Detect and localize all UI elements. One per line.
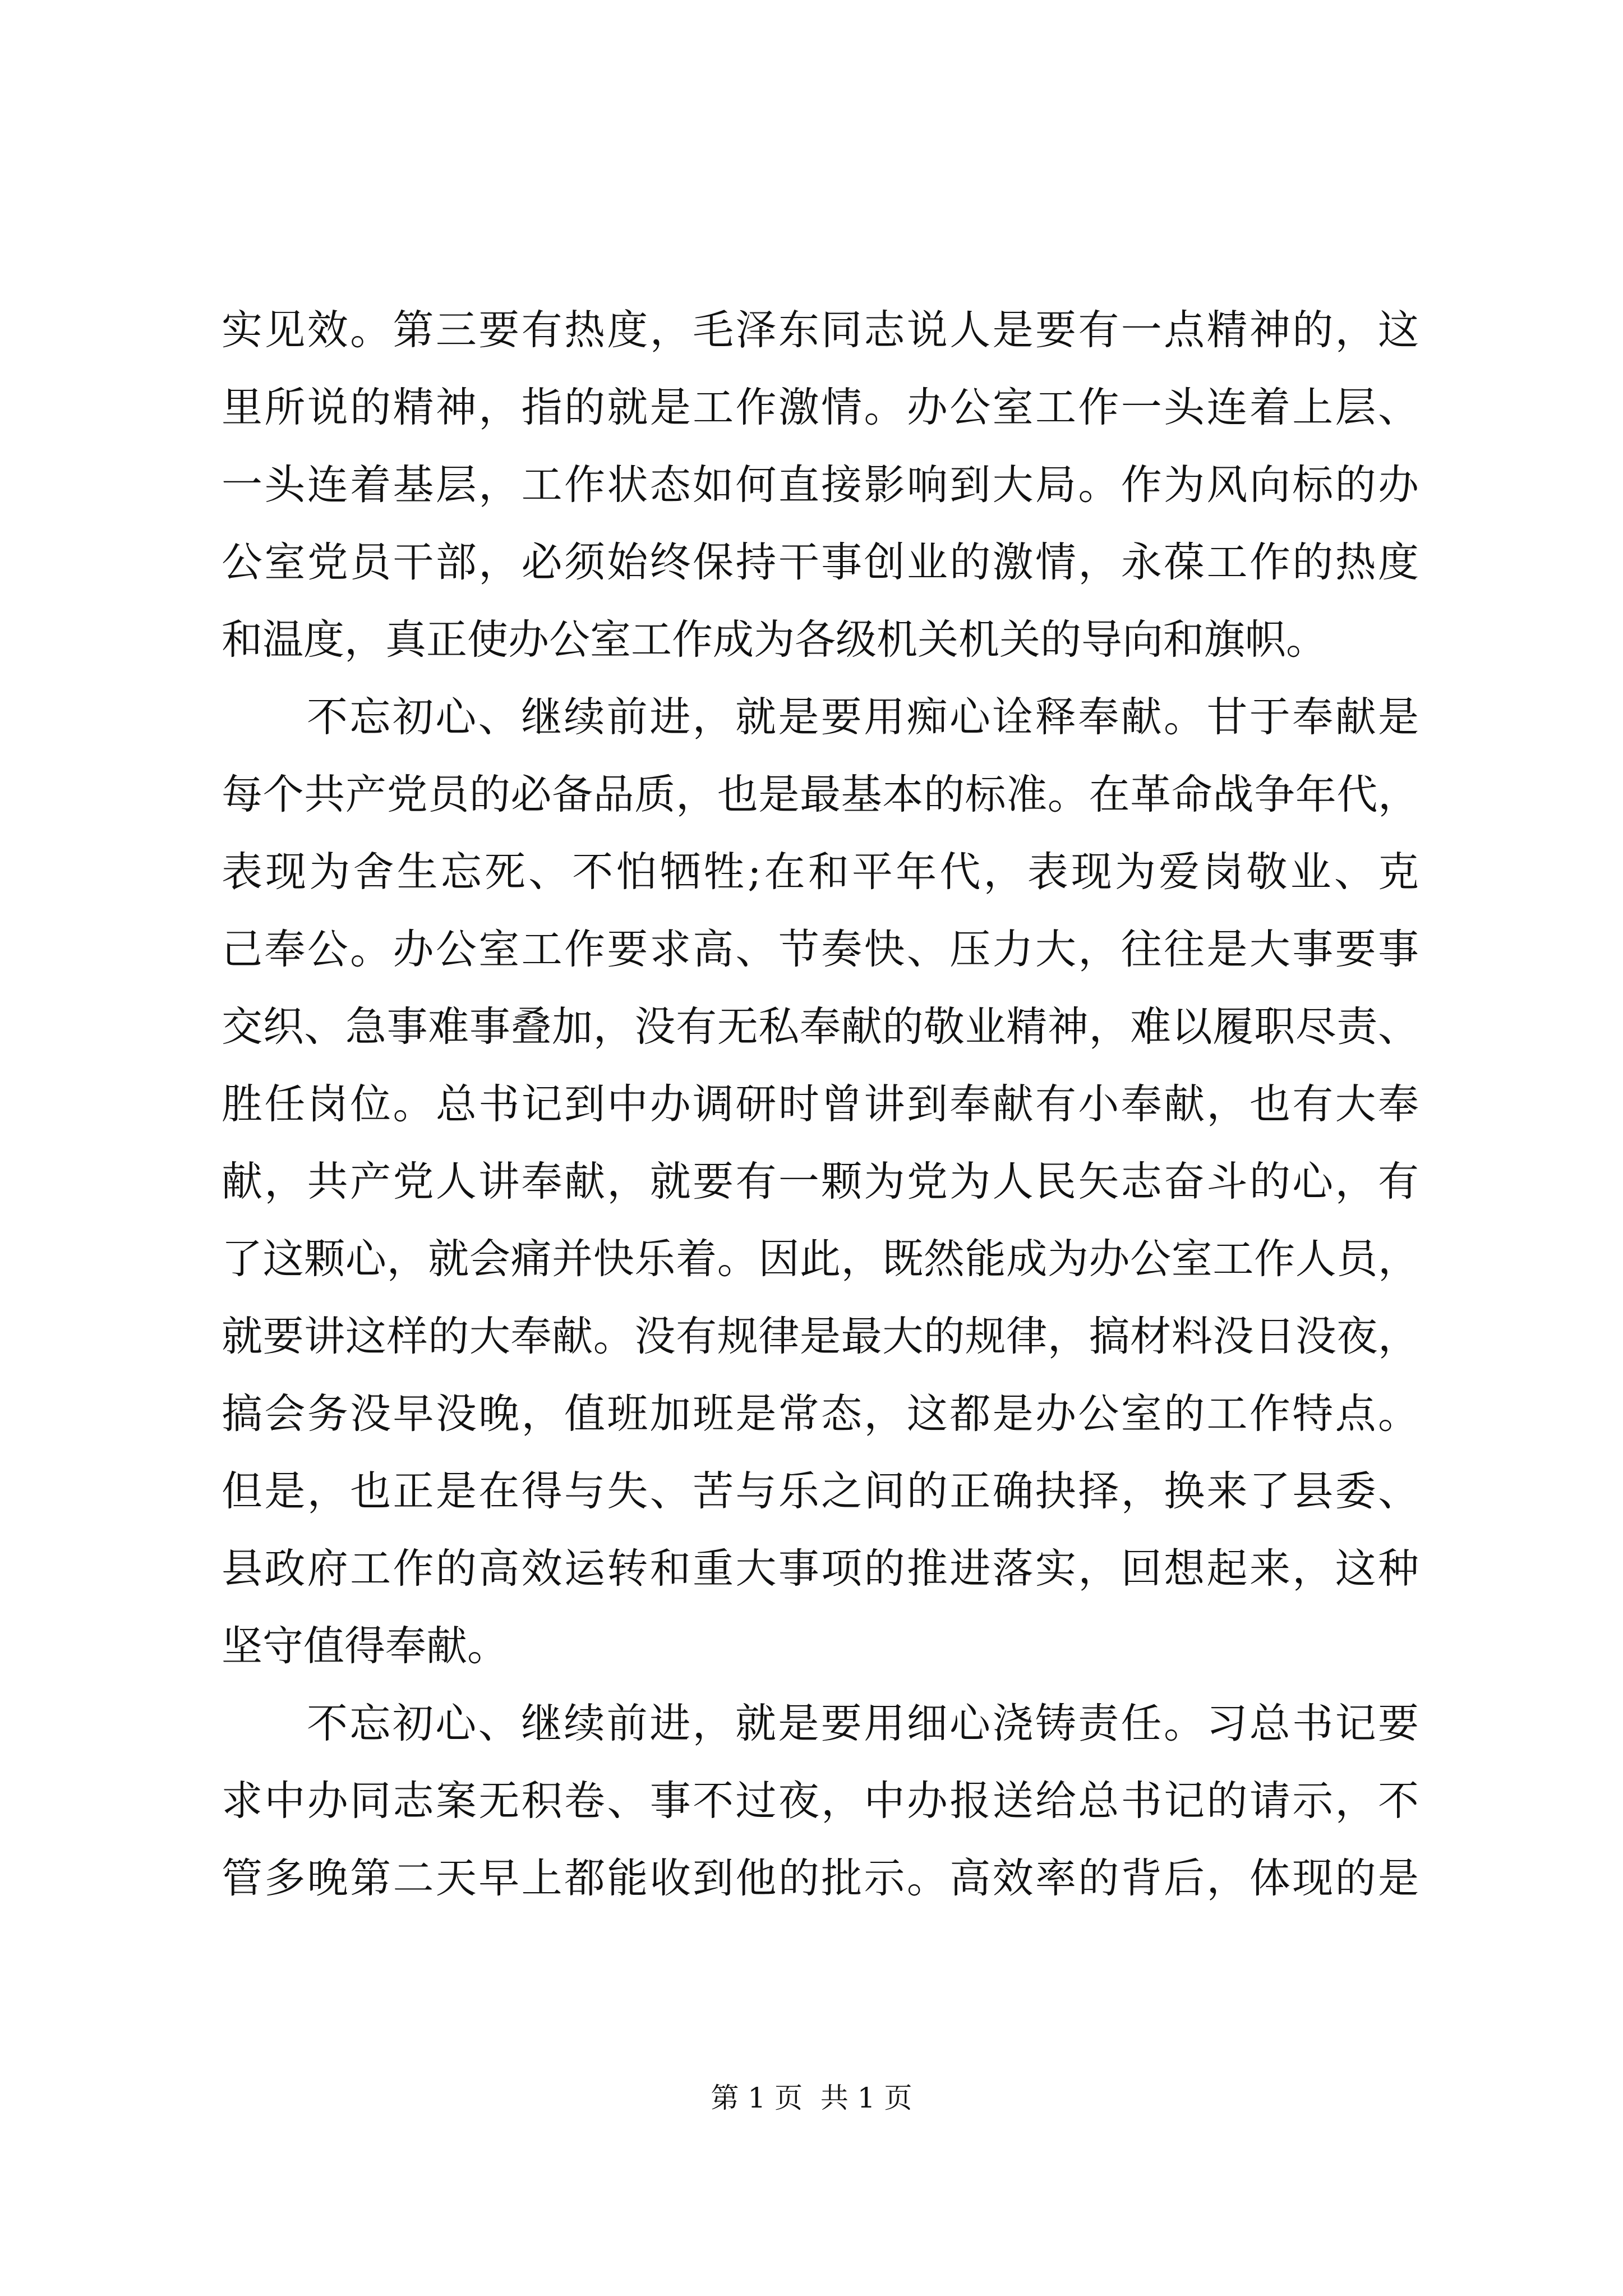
text-line: 实见效。第三要有热度，毛泽东同志说人是要有一点精神的，这 — [222, 306, 1419, 354]
text-line: 表现为舍生忘死、不怕牺牲;在和平年代，表现为爱岗敬业、克 — [222, 848, 1419, 896]
text-line: 但是，也正是在得与失、苦与乐之间的正确抉择，换来了县委、 — [222, 1467, 1419, 1515]
text-line: 每个共产党员的必备品质，也是最基本的标准。在革命战争年代， — [222, 771, 1419, 818]
text-line: 管多晚第二天早上都能收到他的批示。高效率的背后，体现的是 — [222, 1855, 1419, 1902]
text-line: 求中办同志案无积卷、事不过夜，中办报送给总书记的请示，不 — [222, 1777, 1419, 1825]
text-line: 里所说的精神，指的就是工作激情。办公室工作一头连着上层、 — [222, 384, 1419, 431]
document-body — [222, 292, 1419, 1917]
text-line: 献，共产党人讲奉献，就要有一颗为党为人民矢志奋斗的心，有 — [222, 1158, 1419, 1205]
text-line: 坚守值得奉献。 — [222, 1622, 508, 1670]
paragraph-start-line: 不忘初心、继续前进，就是要用细心浇铸责任。习总书记要 — [307, 1700, 1419, 1747]
paragraph-start-line: 不忘初心、继续前进，就是要用痴心诠释奉献。甘于奉献是 — [307, 693, 1419, 741]
text-line: 己奉公。办公室工作要求高、节奏快、压力大，往往是大事要事 — [222, 926, 1419, 973]
text-line: 了这颗心，就会痛并快乐着。因此，既然能成为办公室工作人员， — [222, 1235, 1419, 1283]
text-line: 搞会务没早没晚，值班加班是常态，这都是办公室的工作特点。 — [222, 1390, 1419, 1438]
text-line: 就要讲这样的大奉献。没有规律是最大的规律，搞材料没日没夜， — [222, 1313, 1419, 1360]
text-line: 交织、急事难事叠加，没有无私奉献的敬业精神，难以履职尽责、 — [222, 1003, 1419, 1051]
text-line: 公室党员干部，必须始终保持干事创业的激情，永葆工作的热度 — [222, 539, 1419, 586]
text-line: 县政府工作的高效运转和重大事项的推进落实，回想起来，这种 — [222, 1545, 1419, 1593]
text-line: 和温度，真正使办公室工作成为各级机关机关的导向和旗帜。 — [222, 616, 1327, 664]
page-number: 第 1 页 共 1 页 — [711, 2082, 912, 2114]
page-footer — [0, 2078, 1623, 2118]
text-line: 一头连着基层，工作状态如何直接影响到大局。作为风向标的办 — [222, 461, 1419, 509]
text-line: 胜任岗位。总书记到中办调研时曾讲到奉献有小奉献，也有大奉 — [222, 1080, 1419, 1128]
